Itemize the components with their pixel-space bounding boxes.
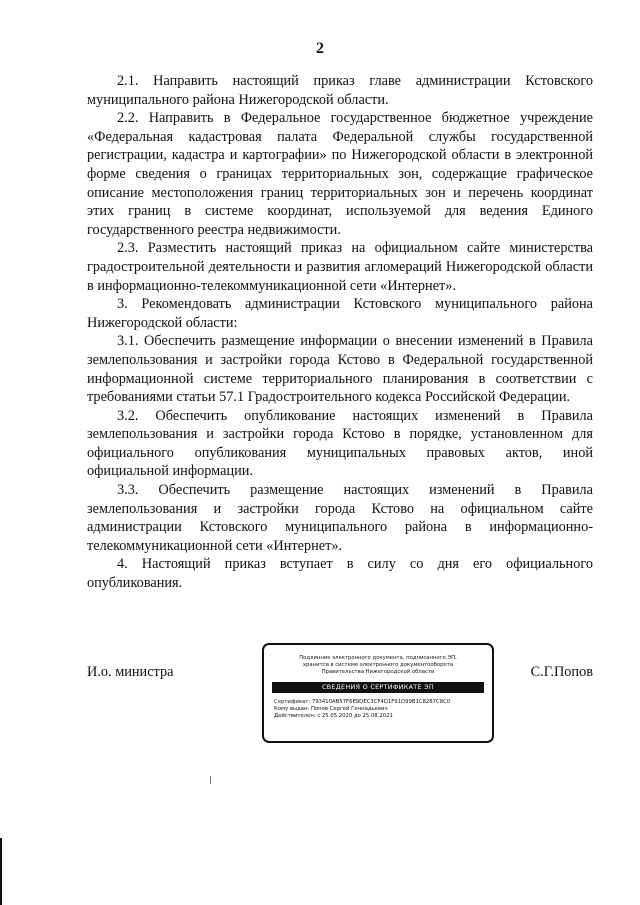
stamp-certificate-info [274,699,492,720]
paragraph-4: 4. Настоящий приказ вступает в силу со дня его официального опубликования. [87,556,593,592]
page-number: 2 [316,40,324,57]
paragraph-3-3: 3.3. Обеспечить размещение настоящих изменений в Правила землепользования и застройки города Кстово на официальном сайте администрации Кстовского муниципального района в информационно-телекоммуникационной сети «Интернет». [87,482,593,554]
paragraph-3-1: 3.1. Обеспечить размещение информации о внесении изменений в Правила землепользования и застройки города Кстово в Федеральной государственной информационной системе территориального планирования в соответствии с требованиями статьи 57.1 Градостроительного кодекса Российской Федерации. [87,333,593,406]
stamp-header-line: Подлинник электронного документа, подписанного ЭП, [299,655,457,661]
stamp-header [264,645,492,676]
paragraph-2-2: 2.2. Направить в Федеральное государственное бюджетное учреждение «Федеральная кадастровая палата Федеральной службы государственной регистрации, кадастра и картографии» по Нижегородской области в электронной форме сведения о границах территориальных зон, содержащие графическое описание местоположения границ территориальных зон и перечень координат этих границ в системе координат, используемой для ведения Единого государственного реестра недвижимости. [87,110,593,238]
stamp-validity: Действителен: с 25.05.2020 до 25.08.2021 [274,713,393,719]
stamp-certificate-id: Сертификат: 793410AB57F6E9DEC3CF4D1F91D99B1C8287C8C0 [274,699,451,705]
signer-name: С.Г.Попов [530,664,593,680]
paragraph-3: 3. Рекомендовать администрации Кстовского муниципального района Нижегородской области: [87,296,593,331]
electronic-signature-stamp [262,643,494,743]
stamp-header-line: хранится в системе электронного документооборота [302,662,454,668]
paragraph-2-3: 2.3. Разместить настоящий приказ на официальном сайте министерства градостроительной деятельности и развития агломераций Нижегородской области в информационно-телекоммуникационной сети «Интернет». [87,240,593,294]
paragraph-3-2: 3.2. Обеспечить опубликование настоящих изменений в Правила землепользования и застройки города Кстово в порядке, установленном для официального опубликования муниципальных правовых актов, иной официальной информации. [87,407,593,480]
stamp-issued-to: Кому выдан: Попов Сергей Геннадьевич [274,706,388,712]
order-text [87,72,593,593]
paragraph-2-1: 2.1. Направить настоящий приказ главе администрации Кстовского муниципального района Нижегородской области. [87,73,593,108]
scan-edge-mark [0,838,2,905]
stamp-header-line: Правительства Нижегородской области [321,669,435,675]
stamp-certificate-title: СВЕДЕНИЯ О СЕРТИФИКАТЕ ЭП [272,682,484,693]
scan-speck [210,776,211,784]
signer-position: И.о. министра [87,664,174,680]
